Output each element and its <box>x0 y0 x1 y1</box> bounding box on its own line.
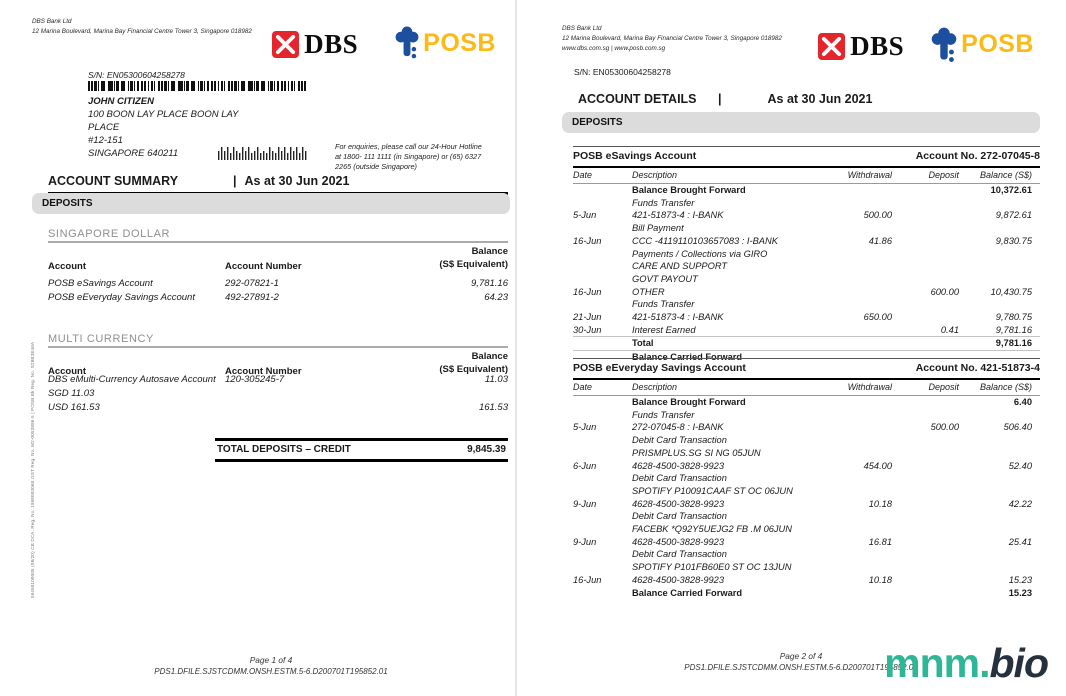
recipient-address-line: 100 BOON LAY PLACE BOON LAY <box>88 109 239 120</box>
posb-wordmark: POSB <box>961 30 1034 58</box>
bank-address-block <box>32 17 252 37</box>
serial-number: S/N: EN05300604258278 <box>574 67 671 77</box>
brand-logos <box>818 26 1034 67</box>
as-at-date: As at 30 Jun 2021 <box>244 174 350 188</box>
transaction-row <box>573 460 1040 473</box>
txn-description: SPOTIFY P101FB60E0 ST OC 13JUN <box>632 562 792 573</box>
recipient-address-line: SINGAPORE 640211 <box>88 148 179 159</box>
transaction-row <box>573 222 1040 235</box>
txn-balance <box>959 472 1032 485</box>
posb-logo <box>394 25 496 63</box>
esavings-column-headers <box>573 168 1040 184</box>
posb-key-icon <box>394 25 420 63</box>
col-account: Account <box>48 260 86 272</box>
txn-date <box>573 273 632 286</box>
txn-description: 4628-4500-3828-9923 <box>632 536 725 547</box>
txn-deposit <box>892 184 959 197</box>
account-balance: 9,781.16 <box>471 277 508 289</box>
transaction-row <box>573 561 1040 574</box>
dbs-logo <box>818 31 904 62</box>
txn-date: 9-Jun <box>573 536 597 547</box>
account-balance: 11.03 <box>484 373 508 385</box>
transaction-row <box>573 434 1040 447</box>
txn-description: 421-51873-4 : I-BANK <box>632 312 724 323</box>
brand-logos <box>272 25 496 63</box>
mnm-bio-watermark <box>884 640 1048 686</box>
account-balance: 161.53 <box>478 401 508 413</box>
txn-balance: 10,430.75 <box>990 286 1032 297</box>
transaction-row <box>573 260 1040 273</box>
txn-description: CCC -4119110103657083 : I-BANK <box>632 235 778 246</box>
txn-date: 16-Jun <box>573 574 602 585</box>
txn-date <box>573 298 632 311</box>
summary-row <box>48 372 508 386</box>
txn-withdrawal <box>822 273 892 286</box>
txn-description: Total <box>632 338 654 349</box>
statement-page-2 <box>560 0 1042 696</box>
watermark-mnm: mnm <box>884 640 980 686</box>
summary-row <box>48 276 508 290</box>
recipient-address-line: PLACE <box>88 122 120 133</box>
dbs-square-icon <box>272 31 299 58</box>
eeveryday-table-title <box>573 358 1040 380</box>
page-number: Page 2 of 4 <box>779 651 823 661</box>
deposits-section-bar: DEPOSITS <box>32 193 510 214</box>
txn-withdrawal: 10.18 <box>868 498 892 509</box>
txn-withdrawal <box>822 548 892 561</box>
txn-date: 16-Jun <box>573 286 602 297</box>
txn-balance: 52.40 <box>1008 460 1032 471</box>
txn-description: Debit Card Transaction <box>632 473 727 484</box>
watermark-dot: . <box>979 640 990 686</box>
txn-date <box>573 260 632 273</box>
txn-deposit <box>892 523 959 536</box>
txn-description: Balance Brought Forward <box>632 185 746 195</box>
transaction-row <box>573 510 1040 523</box>
summary-row <box>48 290 508 304</box>
postal-barcode-icon <box>218 147 308 160</box>
txn-deposit: 500.00 <box>930 422 959 433</box>
txn-description: 4628-4500-3828-9923 <box>632 498 725 509</box>
deposits-section-bar: DEPOSITS <box>562 112 1040 133</box>
account-name: POSB eSavings Account <box>48 277 153 289</box>
txn-date <box>573 197 632 210</box>
txn-balance: 10,372.61 <box>990 185 1032 195</box>
txn-description: Balance Carried Forward <box>632 352 743 363</box>
account-name: SGD 11.03 <box>48 387 95 399</box>
txn-withdrawal <box>822 409 892 422</box>
txn-withdrawal: 41.86 <box>868 235 892 246</box>
title-separator: | <box>718 92 722 106</box>
multi-section-heading: MULTI CURRENCY <box>48 333 154 345</box>
col-deposit: Deposit <box>928 170 959 180</box>
txn-date: 30-Jun <box>573 324 602 335</box>
transaction-row <box>573 587 1040 600</box>
txn-balance: 15.23 <box>1008 574 1032 585</box>
txn-description: PRISMPLUS.SG SI NG 05JUN <box>632 447 761 458</box>
col-description: Description <box>632 382 678 392</box>
txn-withdrawal <box>822 587 892 600</box>
transaction-row <box>573 286 1040 299</box>
txn-date <box>573 561 632 574</box>
txn-deposit <box>892 396 959 409</box>
col-account: Account <box>48 365 86 377</box>
txn-balance <box>959 260 1032 273</box>
txn-deposit: 0.41 <box>940 324 959 335</box>
txn-deposit <box>892 311 959 324</box>
statement-page-1 <box>30 0 512 696</box>
txn-withdrawal: 454.00 <box>863 460 892 471</box>
serial-number: S/N: EN05300604258278 <box>88 70 185 80</box>
transaction-row <box>573 209 1040 222</box>
transaction-row <box>573 273 1040 286</box>
txn-balance <box>959 548 1032 561</box>
txn-balance <box>959 222 1032 235</box>
txn-deposit <box>892 248 959 261</box>
txn-balance <box>959 434 1032 447</box>
txn-description: Debit Card Transaction <box>632 549 727 560</box>
txn-description: GOVT PAYOUT <box>632 273 698 284</box>
txn-balance <box>959 409 1032 422</box>
txn-date <box>573 472 632 485</box>
account-no: Account No. 421-51873-4 <box>915 362 1040 374</box>
txn-withdrawal <box>822 298 892 311</box>
account-balance: 64.23 <box>484 291 508 303</box>
hotline-note: For enquiries, please call our 24-Hour Hotline at 1800- 111 1111 (in Singapore) or (65) 6327 2265 (outside Singapore) <box>335 142 482 172</box>
col-date: Date <box>573 170 593 180</box>
txn-date <box>573 184 632 197</box>
txn-description: Payments / Collections via GIRO <box>632 248 768 259</box>
txn-balance: 9,830.75 <box>995 235 1032 246</box>
txn-deposit <box>892 498 959 511</box>
txn-date: 9-Jun <box>573 498 597 509</box>
esavings-table-title <box>573 146 1040 168</box>
transaction-row <box>573 235 1040 248</box>
txn-withdrawal <box>822 434 892 447</box>
txn-date: 6-Jun <box>573 460 597 471</box>
txn-date <box>573 523 632 536</box>
col-balance: Balance (S$) <box>979 382 1032 392</box>
txn-withdrawal <box>822 286 892 299</box>
txn-date <box>573 248 632 261</box>
txn-withdrawal <box>822 260 892 273</box>
txn-withdrawal <box>822 184 892 197</box>
transaction-row <box>573 336 1040 350</box>
txn-deposit <box>892 209 959 222</box>
txn-balance: 25.41 <box>1008 536 1032 547</box>
txn-balance: 9,781.16 <box>995 338 1032 349</box>
txn-deposit <box>892 460 959 473</box>
txn-withdrawal: 16.81 <box>868 536 892 547</box>
txn-deposit <box>892 273 959 286</box>
txn-deposit <box>892 510 959 523</box>
txn-balance <box>959 248 1032 261</box>
serial-barcode <box>88 81 306 91</box>
txn-description: 272-07045-8 : I-BANK <box>632 422 724 433</box>
txn-description: Balance Brought Forward <box>632 397 746 407</box>
dbs-square-icon <box>818 33 845 60</box>
col-withdrawal: Withdrawal <box>847 170 892 180</box>
txn-balance: 6.40 <box>1013 397 1032 407</box>
txn-balance <box>959 510 1032 523</box>
txn-description: 4628-4500-3828-9923 <box>632 574 725 585</box>
txn-deposit <box>892 222 959 235</box>
transaction-row <box>573 396 1040 409</box>
col-balance: Balance (S$) <box>979 170 1032 180</box>
txn-withdrawal: 10.18 <box>868 574 892 585</box>
txn-description: Debit Card Transaction <box>632 511 727 522</box>
col-withdrawal: Withdrawal <box>847 382 892 392</box>
txn-date <box>573 337 632 350</box>
col-balance: Balance (S$ Equivalent) <box>439 351 508 375</box>
total-deposits-label: TOTAL DEPOSITS – CREDIT <box>217 444 351 455</box>
txn-balance: 506.40 <box>1003 422 1032 433</box>
dbs-wordmark: DBS <box>304 28 359 59</box>
page-divider <box>515 0 517 696</box>
transaction-row <box>573 324 1040 337</box>
txn-date: 16-Jun <box>573 235 602 246</box>
col-account-number: Account Number <box>225 260 302 272</box>
txn-date <box>573 222 632 235</box>
summary-row <box>48 386 508 400</box>
esavings-rows <box>573 184 1040 364</box>
sgd-table-header <box>48 246 508 272</box>
txn-description: CARE AND SUPPORT <box>632 261 728 272</box>
bank-name: DBS Bank Ltd <box>32 18 72 25</box>
bank-address-block <box>562 24 782 53</box>
txn-description: Balance Carried Forward <box>632 587 743 598</box>
txn-description: Bill Payment <box>632 223 684 234</box>
txn-withdrawal <box>822 337 892 350</box>
transaction-row <box>573 447 1040 460</box>
multi-table-rows <box>48 372 508 414</box>
transaction-row <box>573 311 1040 324</box>
txn-deposit: 600.00 <box>930 286 959 297</box>
transaction-row <box>573 574 1040 587</box>
txn-date <box>573 485 632 498</box>
txn-deposit <box>892 472 959 485</box>
total-deposits-value: 9,845.39 <box>467 444 506 455</box>
txn-date <box>573 396 632 409</box>
transaction-row <box>573 298 1040 311</box>
txn-deposit <box>892 409 959 422</box>
txn-withdrawal <box>822 485 892 498</box>
txn-balance: 15.23 <box>1008 587 1032 598</box>
summary-row <box>48 400 508 414</box>
account-name: POSB eSavings Account <box>573 150 697 162</box>
account-details-header <box>578 92 1038 106</box>
total-deposits-row <box>215 438 508 462</box>
txn-description: Funds Transfer <box>632 409 695 420</box>
txn-deposit <box>892 447 959 460</box>
txn-withdrawal <box>822 222 892 235</box>
txn-withdrawal <box>822 197 892 210</box>
recipient-address-line: #12-151 <box>88 135 123 146</box>
transaction-row <box>573 523 1040 536</box>
as-at-date: As at 30 Jun 2021 <box>767 92 873 106</box>
recipient-name: JOHN CITIZEN <box>88 96 154 107</box>
txn-balance: 42.22 <box>1008 498 1032 509</box>
txn-description: Funds Transfer <box>632 299 695 310</box>
posb-key-icon <box>930 26 958 67</box>
txn-withdrawal <box>822 447 892 460</box>
txn-balance <box>959 273 1032 286</box>
posb-logo <box>930 26 1034 67</box>
txn-deposit <box>892 235 959 248</box>
txn-description: SPOTIFY P10091CAAF ST OC 06JUN <box>632 485 793 496</box>
txn-withdrawal <box>822 472 892 485</box>
txn-description: OTHER <box>632 286 665 297</box>
txn-deposit <box>892 485 959 498</box>
col-balance: Balance (S$ Equivalent) <box>439 246 508 270</box>
txn-date: 5-Jun <box>573 422 597 433</box>
account-name: DBS eMulti-Currency Autosave Account <box>48 373 216 385</box>
eeveryday-rows <box>573 396 1040 599</box>
watermark-bio: bio <box>989 640 1048 686</box>
txn-withdrawal <box>822 396 892 409</box>
txn-description: 4628-4500-3828-9923 <box>632 460 725 471</box>
transaction-row <box>573 472 1040 485</box>
account-number: 292-07821-1 <box>225 277 279 289</box>
txn-description: Funds Transfer <box>632 197 695 208</box>
txn-description: 421-51873-4 : I-BANK <box>632 210 724 221</box>
sgd-section-heading: SINGAPORE DOLLAR <box>48 228 171 240</box>
page-number: Page 1 of 4 <box>249 655 293 665</box>
txn-balance <box>959 447 1032 460</box>
txn-deposit <box>892 561 959 574</box>
transaction-row <box>573 498 1040 511</box>
txn-balance <box>959 523 1032 536</box>
col-date: Date <box>573 382 593 392</box>
eeveryday-account-table <box>573 358 1040 599</box>
txn-description: Debit Card Transaction <box>632 435 727 446</box>
txn-deposit <box>892 298 959 311</box>
transaction-row <box>573 409 1040 422</box>
transaction-row <box>573 421 1040 434</box>
transaction-row <box>573 548 1040 561</box>
multi-section-rule <box>48 346 508 348</box>
txn-deposit <box>892 587 959 600</box>
txn-withdrawal <box>822 324 892 337</box>
account-summary-header <box>48 174 508 195</box>
txn-withdrawal <box>822 510 892 523</box>
transaction-row <box>573 248 1040 261</box>
eeveryday-column-headers <box>573 380 1040 396</box>
transaction-row <box>573 536 1040 549</box>
esavings-account-table <box>573 146 1040 364</box>
bank-name: DBS Bank Ltd <box>562 25 602 32</box>
account-number: 120-305245-7 <box>225 373 285 385</box>
bank-address: 12 Marina Boulevard, Marina Bay Financial Centre Tower 3, Singapore 018982 <box>562 34 782 42</box>
txn-description: Interest Earned <box>632 324 696 335</box>
col-deposit: Deposit <box>928 382 959 392</box>
txn-withdrawal: 650.00 <box>863 312 892 323</box>
txn-date <box>573 548 632 561</box>
page-title: ACCOUNT DETAILS <box>578 92 697 106</box>
document-reference: PDS1.DFILE.SJSTCDMM.ONSH.ESTM.5-6.D200701T195852.02 <box>684 663 918 672</box>
txn-deposit <box>892 536 959 549</box>
account-no: Account No. 272-07045-8 <box>915 150 1040 162</box>
col-description: Description <box>632 170 678 180</box>
txn-withdrawal <box>822 561 892 574</box>
registration-side-note: 56450100005 (08/20) CB DCA. Reg. No. 196800306E GST Reg. No. M2-0053886-5 | POSB Bk Reg. No. S28B3E46A <box>30 341 35 598</box>
document-reference: PDS1.DFILE.SJSTCDMM.ONSH.ESTM.5-6.D200701T195852.01 <box>154 667 388 676</box>
sgd-section-rule <box>48 241 508 243</box>
transaction-row <box>573 197 1040 210</box>
txn-balance: 9,872.61 <box>995 210 1032 221</box>
txn-deposit <box>892 434 959 447</box>
recipient-address-block <box>88 95 238 160</box>
title-separator: | <box>233 174 237 188</box>
txn-date: 21-Jun <box>573 312 602 323</box>
txn-withdrawal <box>822 248 892 261</box>
account-name: USD 161.53 <box>48 401 100 413</box>
txn-deposit <box>892 574 959 587</box>
bank-websites: www.dbs.com.sg | www.posb.com.sg <box>562 44 666 52</box>
txn-deposit <box>892 337 959 350</box>
txn-balance: 9,780.75 <box>995 312 1032 323</box>
txn-balance <box>959 197 1032 210</box>
txn-date <box>573 434 632 447</box>
account-name: POSB eEveryday Savings Account <box>573 362 746 374</box>
col-account-number: Account Number <box>225 365 302 377</box>
posb-wordmark: POSB <box>423 29 496 57</box>
transaction-row <box>573 485 1040 498</box>
page-title: ACCOUNT SUMMARY <box>48 174 179 188</box>
txn-deposit <box>892 260 959 273</box>
dbs-wordmark: DBS <box>850 31 905 61</box>
txn-date <box>573 510 632 523</box>
txn-balance: 9,781.16 <box>995 324 1032 335</box>
txn-balance <box>959 561 1032 574</box>
txn-deposit <box>892 548 959 561</box>
txn-description: FACEBK *Q92Y5UEJG2 FB .M 06JUN <box>632 524 792 535</box>
txn-date <box>573 587 632 600</box>
sgd-table-rows <box>48 276 508 304</box>
txn-balance <box>959 298 1032 311</box>
account-number: 492-27891-2 <box>225 291 279 303</box>
bank-address: 12 Marina Boulevard, Marina Bay Financial Centre Tower 3, Singapore 018982 <box>32 27 252 35</box>
txn-deposit <box>892 197 959 210</box>
txn-date <box>573 409 632 422</box>
txn-date <box>573 447 632 460</box>
account-name: POSB eEveryday Savings Account <box>48 291 195 303</box>
dbs-logo <box>272 29 358 60</box>
txn-withdrawal: 500.00 <box>863 210 892 221</box>
txn-date: 5-Jun <box>573 210 597 221</box>
txn-balance <box>959 485 1032 498</box>
transaction-row <box>573 184 1040 197</box>
txn-withdrawal <box>822 523 892 536</box>
txn-withdrawal <box>822 421 892 434</box>
